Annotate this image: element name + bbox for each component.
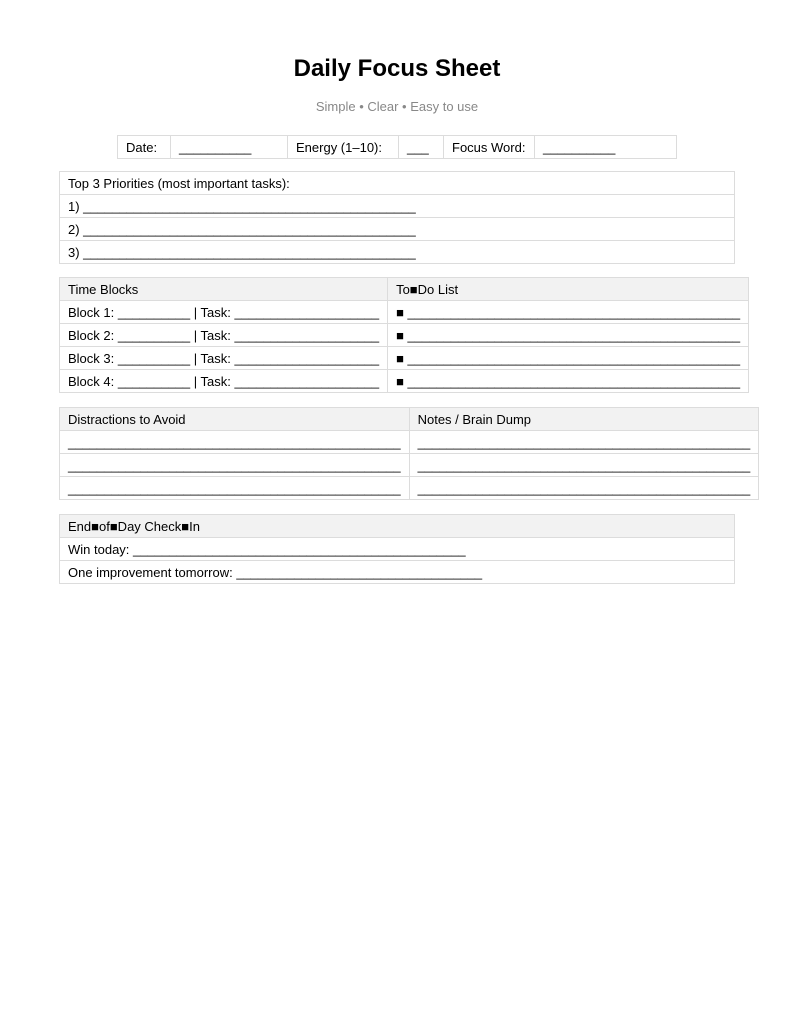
todo-item[interactable]: ■ ______________________________________________ — [388, 301, 749, 324]
todo-item[interactable]: ■ ______________________________________________ — [388, 347, 749, 370]
time-blocks-table — [59, 277, 749, 393]
page-title: Daily Focus Sheet — [293, 55, 501, 82]
priority-line[interactable]: 1) ______________________________________________ — [60, 195, 735, 218]
notes-line[interactable]: ______________________________________________ — [409, 477, 759, 500]
priorities-heading: Top 3 Priorities (most important tasks): — [60, 172, 735, 195]
improvement-line[interactable]: One improvement tomorrow: __________________________________ — [60, 561, 735, 584]
notes-line[interactable]: ______________________________________________ — [409, 431, 759, 454]
todo-item[interactable]: ■ ______________________________________________ — [388, 324, 749, 347]
distraction-line[interactable]: ______________________________________________ — [60, 477, 410, 500]
page-subtitle: Simple • Clear • Easy to use — [315, 99, 479, 114]
focus-word-label: Focus Word: — [444, 136, 535, 159]
energy-label: Energy (1–10): — [288, 136, 399, 159]
checkin-table — [59, 514, 735, 584]
priorities-table — [59, 171, 735, 264]
distractions-table — [59, 407, 759, 500]
distraction-line[interactable]: ______________________________________________ — [60, 454, 410, 477]
distractions-heading: Distractions to Avoid — [60, 408, 410, 431]
distraction-line[interactable]: ______________________________________________ — [60, 431, 410, 454]
time-block-row[interactable]: Block 1: __________ | Task: ____________________ — [60, 301, 388, 324]
win-today-line[interactable]: Win today: ______________________________________________ — [60, 538, 735, 561]
time-block-row[interactable]: Block 4: __________ | Task: ____________________ — [60, 370, 388, 393]
focus-word-field[interactable]: __________ — [535, 136, 677, 159]
time-blocks-heading: Time Blocks — [60, 278, 388, 301]
date-field[interactable]: __________ — [171, 136, 288, 159]
meta-row-table — [117, 135, 677, 159]
checkin-heading: End■of■Day Check■In — [60, 515, 735, 538]
energy-field[interactable]: ___ — [399, 136, 444, 159]
todo-list-heading: To■Do List — [388, 278, 749, 301]
notes-line[interactable]: ______________________________________________ — [409, 454, 759, 477]
notes-heading: Notes / Brain Dump — [409, 408, 759, 431]
todo-item[interactable]: ■ ______________________________________________ — [388, 370, 749, 393]
time-block-row[interactable]: Block 3: __________ | Task: ____________________ — [60, 347, 388, 370]
date-label: Date: — [118, 136, 171, 159]
time-block-row[interactable]: Block 2: __________ | Task: ____________________ — [60, 324, 388, 347]
priority-line[interactable]: 2) ______________________________________________ — [60, 218, 735, 241]
priority-line[interactable]: 3) ______________________________________________ — [60, 241, 735, 264]
